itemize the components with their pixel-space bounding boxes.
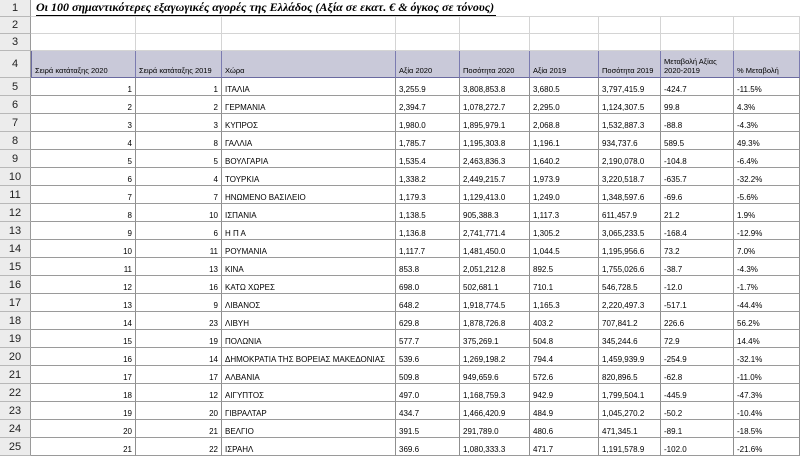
data-cell[interactable]: ΙΤΑΛΙΑ bbox=[222, 78, 396, 96]
data-cell[interactable]: 6 bbox=[31, 168, 136, 186]
data-cell[interactable]: ΤΟΥΡΚΙΑ bbox=[222, 168, 396, 186]
data-cell[interactable]: 1,640.2 bbox=[530, 150, 599, 168]
data-cell[interactable]: ΡΟΥΜΑΝΙΑ bbox=[222, 240, 396, 258]
row-header[interactable]: 23 bbox=[0, 402, 31, 420]
data-cell[interactable]: 17 bbox=[31, 366, 136, 384]
empty-cell[interactable] bbox=[460, 34, 530, 51]
data-cell[interactable]: 1,918,774.5 bbox=[460, 294, 530, 312]
data-cell[interactable]: 1,080,333.3 bbox=[460, 438, 530, 456]
row-header[interactable]: 12 bbox=[0, 204, 31, 222]
sheet-row bbox=[0, 294, 800, 312]
empty-cell[interactable] bbox=[599, 17, 661, 34]
row-header[interactable]: 5 bbox=[0, 78, 31, 96]
data-cell[interactable]: 2,051,212.8 bbox=[460, 258, 530, 276]
data-cell[interactable]: 9 bbox=[136, 294, 222, 312]
row-header[interactable]: 14 bbox=[0, 240, 31, 258]
data-cell[interactable]: 7 bbox=[31, 186, 136, 204]
data-cell[interactable]: 1 bbox=[136, 78, 222, 96]
column-header-cell[interactable]: Ποσότητα 2019 bbox=[599, 51, 661, 78]
data-cell[interactable]: 2,463,836.3 bbox=[460, 150, 530, 168]
sheet-row bbox=[0, 17, 800, 34]
data-cell[interactable]: -445.9 bbox=[661, 384, 734, 402]
data-cell[interactable]: 3,797,415.9 bbox=[599, 78, 661, 96]
data-cell[interactable]: 369.6 bbox=[396, 438, 460, 456]
column-header-cell[interactable]: Χώρα bbox=[222, 51, 396, 78]
data-cell[interactable]: ΙΣΡΑΗΛ bbox=[222, 438, 396, 456]
data-cell[interactable]: 291,789.0 bbox=[460, 420, 530, 438]
sheet-row bbox=[0, 276, 800, 294]
row-header[interactable]: 7 bbox=[0, 114, 31, 132]
row-header[interactable]: 4 bbox=[0, 51, 31, 78]
empty-cell[interactable] bbox=[136, 34, 222, 51]
data-cell[interactable]: -18.5% bbox=[734, 420, 800, 438]
row-header[interactable]: 13 bbox=[0, 222, 31, 240]
data-cell[interactable]: 5 bbox=[136, 150, 222, 168]
data-cell[interactable]: 21 bbox=[136, 420, 222, 438]
data-cell[interactable]: 502,681.1 bbox=[460, 276, 530, 294]
data-cell[interactable]: -11.0% bbox=[734, 366, 800, 384]
data-cell[interactable]: 21.2 bbox=[661, 204, 734, 222]
data-cell[interactable]: 3,065,233.5 bbox=[599, 222, 661, 240]
data-cell[interactable]: 7.0% bbox=[734, 240, 800, 258]
data-cell[interactable]: 1,466,420.9 bbox=[460, 402, 530, 420]
data-cell[interactable]: 1,136.8 bbox=[396, 222, 460, 240]
data-cell[interactable]: 2,220,497.3 bbox=[599, 294, 661, 312]
row-header[interactable]: 6 bbox=[0, 96, 31, 114]
empty-cell[interactable] bbox=[136, 17, 222, 34]
data-cell[interactable]: ΓΙΒΡΑΛΤΑΡ bbox=[222, 402, 396, 420]
data-cell[interactable]: -21.6% bbox=[734, 438, 800, 456]
empty-cell[interactable] bbox=[222, 34, 396, 51]
column-header-cell[interactable]: % Μεταβολή bbox=[734, 51, 800, 78]
data-cell[interactable]: 471.7 bbox=[530, 438, 599, 456]
sheet-row bbox=[0, 168, 800, 186]
data-cell[interactable]: 1,179.3 bbox=[396, 186, 460, 204]
data-cell[interactable]: -11.5% bbox=[734, 78, 800, 96]
data-cell[interactable]: -69.6 bbox=[661, 186, 734, 204]
sheet-row bbox=[0, 402, 800, 420]
empty-cell[interactable] bbox=[530, 17, 599, 34]
data-cell[interactable]: 22 bbox=[136, 438, 222, 456]
data-cell[interactable]: 572.6 bbox=[530, 366, 599, 384]
sheet-row bbox=[0, 240, 800, 258]
data-cell[interactable]: 12 bbox=[136, 384, 222, 402]
data-cell[interactable]: -50.2 bbox=[661, 402, 734, 420]
data-cell[interactable]: -5.6% bbox=[734, 186, 800, 204]
data-cell[interactable]: 403.2 bbox=[530, 312, 599, 330]
data-cell[interactable]: -4.3% bbox=[734, 258, 800, 276]
data-cell[interactable]: 345,244.6 bbox=[599, 330, 661, 348]
data-cell[interactable]: 434.7 bbox=[396, 402, 460, 420]
data-cell[interactable]: 1 bbox=[31, 78, 136, 96]
data-cell[interactable]: 497.0 bbox=[396, 384, 460, 402]
empty-cell[interactable] bbox=[734, 34, 800, 51]
data-cell[interactable]: 3,808,853.8 bbox=[460, 78, 530, 96]
data-cell[interactable]: -88.8 bbox=[661, 114, 734, 132]
data-cell[interactable]: 14 bbox=[31, 312, 136, 330]
data-cell[interactable]: 1,195,303.8 bbox=[460, 132, 530, 150]
sheet-row bbox=[0, 132, 800, 150]
data-cell[interactable]: -47.3% bbox=[734, 384, 800, 402]
data-cell[interactable]: 3 bbox=[31, 114, 136, 132]
data-cell[interactable]: 2 bbox=[31, 96, 136, 114]
data-cell[interactable]: -44.4% bbox=[734, 294, 800, 312]
data-cell[interactable]: -168.4 bbox=[661, 222, 734, 240]
data-cell[interactable]: 13 bbox=[136, 258, 222, 276]
data-cell[interactable]: 20 bbox=[136, 402, 222, 420]
data-cell[interactable]: ΒΕΛΓΙΟ bbox=[222, 420, 396, 438]
data-cell[interactable]: 3,255.9 bbox=[396, 78, 460, 96]
data-cell[interactable]: 629.8 bbox=[396, 312, 460, 330]
data-cell[interactable]: 1,168,759.3 bbox=[460, 384, 530, 402]
sheet-row bbox=[0, 222, 800, 240]
data-cell[interactable]: ΓΕΡΜΑΝΙΑ bbox=[222, 96, 396, 114]
data-cell[interactable]: -32.2% bbox=[734, 168, 800, 186]
sheet-row bbox=[0, 330, 800, 348]
data-cell[interactable]: 21 bbox=[31, 438, 136, 456]
data-cell[interactable]: 2 bbox=[136, 96, 222, 114]
data-cell[interactable]: 17 bbox=[136, 366, 222, 384]
sheet-row bbox=[0, 366, 800, 384]
data-cell[interactable]: 11 bbox=[31, 258, 136, 276]
data-cell[interactable]: 226.6 bbox=[661, 312, 734, 330]
data-cell[interactable]: 18 bbox=[31, 384, 136, 402]
data-cell[interactable]: 1,138.5 bbox=[396, 204, 460, 222]
data-cell[interactable]: 1.9% bbox=[734, 204, 800, 222]
data-cell[interactable]: ΓΑΛΛΙΑ bbox=[222, 132, 396, 150]
data-cell[interactable]: 391.5 bbox=[396, 420, 460, 438]
sheet-row bbox=[0, 150, 800, 168]
empty-cell[interactable] bbox=[734, 17, 800, 34]
data-cell[interactable]: -62.8 bbox=[661, 366, 734, 384]
row-header[interactable]: 10 bbox=[0, 168, 31, 186]
data-cell[interactable]: 794.4 bbox=[530, 348, 599, 366]
data-cell[interactable]: -517.1 bbox=[661, 294, 734, 312]
empty-cell[interactable] bbox=[530, 34, 599, 51]
data-cell[interactable]: 10 bbox=[136, 204, 222, 222]
data-cell[interactable]: -104.8 bbox=[661, 150, 734, 168]
data-cell[interactable]: 1,535.4 bbox=[396, 150, 460, 168]
data-cell[interactable]: ΑΛΒΑΝΙΑ bbox=[222, 366, 396, 384]
sheet-row bbox=[0, 78, 800, 96]
data-cell[interactable]: -10.4% bbox=[734, 402, 800, 420]
data-cell[interactable]: ΛΙΒΥΗ bbox=[222, 312, 396, 330]
data-cell[interactable]: 1,195,956.6 bbox=[599, 240, 661, 258]
row-header[interactable]: 16 bbox=[0, 276, 31, 294]
data-cell[interactable]: 710.1 bbox=[530, 276, 599, 294]
data-cell[interactable]: 49.3% bbox=[734, 132, 800, 150]
data-cell[interactable]: 1,878,726.8 bbox=[460, 312, 530, 330]
data-cell[interactable]: 1,338.2 bbox=[396, 168, 460, 186]
data-cell[interactable]: -89.1 bbox=[661, 420, 734, 438]
data-cell[interactable]: 949,659.6 bbox=[460, 366, 530, 384]
data-cell[interactable]: 9 bbox=[31, 222, 136, 240]
sheet-title: Οι 100 σημαντικότερες εξαγωγικές αγορές της Ελλάδος (Αξία σε εκατ. € & όγκος σε τόνους) bbox=[36, 0, 495, 14]
row-header[interactable]: 24 bbox=[0, 420, 31, 438]
data-cell[interactable]: 480.6 bbox=[530, 420, 599, 438]
data-cell[interactable]: 1,755,026.6 bbox=[599, 258, 661, 276]
empty-cell[interactable] bbox=[661, 34, 734, 51]
data-cell[interactable]: 3,220,518.7 bbox=[599, 168, 661, 186]
data-cell[interactable]: 14.4% bbox=[734, 330, 800, 348]
row-header[interactable]: 18 bbox=[0, 312, 31, 330]
data-cell[interactable]: ΙΣΠΑΝΙΑ bbox=[222, 204, 396, 222]
row-header[interactable]: 21 bbox=[0, 366, 31, 384]
data-cell[interactable]: 19 bbox=[31, 402, 136, 420]
sheet-row bbox=[0, 204, 800, 222]
data-cell[interactable]: -102.0 bbox=[661, 438, 734, 456]
column-header-cell[interactable]: Σειρά κατάταξης 2020 bbox=[31, 51, 136, 78]
sheet-row bbox=[0, 420, 800, 438]
data-cell[interactable]: 2,295.0 bbox=[530, 96, 599, 114]
row-header[interactable]: 3 bbox=[0, 34, 31, 51]
data-cell[interactable]: -32.1% bbox=[734, 348, 800, 366]
data-cell[interactable]: ΒΟΥΛΓΑΡΙΑ bbox=[222, 150, 396, 168]
sheet-row bbox=[0, 96, 800, 114]
sheet-row bbox=[0, 0, 800, 17]
data-cell[interactable]: 905,388.3 bbox=[460, 204, 530, 222]
data-cell[interactable]: 2,394.7 bbox=[396, 96, 460, 114]
data-cell[interactable]: 1,124,307.5 bbox=[599, 96, 661, 114]
column-header-cell[interactable]: Μεταβολή Αξίας 2020-2019 bbox=[661, 51, 734, 78]
data-cell[interactable]: 1,980.0 bbox=[396, 114, 460, 132]
data-cell[interactable]: 707,841.2 bbox=[599, 312, 661, 330]
data-cell[interactable]: 4 bbox=[136, 168, 222, 186]
data-cell[interactable]: 4.3% bbox=[734, 96, 800, 114]
data-cell[interactable]: 1,481,450.0 bbox=[460, 240, 530, 258]
data-cell[interactable]: -635.7 bbox=[661, 168, 734, 186]
data-cell[interactable]: 1,249.0 bbox=[530, 186, 599, 204]
row-header[interactable]: 19 bbox=[0, 330, 31, 348]
data-cell[interactable]: 1,117.7 bbox=[396, 240, 460, 258]
data-cell[interactable]: 1,305.2 bbox=[530, 222, 599, 240]
data-cell[interactable]: 1,459,939.9 bbox=[599, 348, 661, 366]
data-cell[interactable]: 1,165.3 bbox=[530, 294, 599, 312]
data-cell[interactable]: 1,785.7 bbox=[396, 132, 460, 150]
row-header[interactable]: 9 bbox=[0, 150, 31, 168]
data-cell[interactable]: 1,348,597.6 bbox=[599, 186, 661, 204]
data-cell[interactable]: ΠΟΛΩΝΙΑ bbox=[222, 330, 396, 348]
data-cell[interactable]: ΚΥΠΡΟΣ bbox=[222, 114, 396, 132]
empty-cell[interactable] bbox=[599, 34, 661, 51]
data-cell[interactable]: 20 bbox=[31, 420, 136, 438]
data-cell[interactable]: 577.7 bbox=[396, 330, 460, 348]
data-cell[interactable]: 2,068.8 bbox=[530, 114, 599, 132]
column-header-cell[interactable]: Αξία 2019 bbox=[530, 51, 599, 78]
column-header-cell[interactable]: Σειρά κατάταξης 2019 bbox=[136, 51, 222, 78]
data-cell[interactable]: 539.6 bbox=[396, 348, 460, 366]
row-header[interactable]: 17 bbox=[0, 294, 31, 312]
data-cell[interactable]: -254.9 bbox=[661, 348, 734, 366]
data-cell[interactable]: 942.9 bbox=[530, 384, 599, 402]
data-cell[interactable]: 1,191,578.9 bbox=[599, 438, 661, 456]
sheet-row bbox=[0, 312, 800, 330]
data-cell[interactable]: 853.8 bbox=[396, 258, 460, 276]
data-cell[interactable]: 1,799,504.1 bbox=[599, 384, 661, 402]
sheet-row bbox=[0, 51, 800, 78]
data-cell[interactable]: 3,680.5 bbox=[530, 78, 599, 96]
data-cell[interactable]: 509.8 bbox=[396, 366, 460, 384]
data-cell[interactable]: 8 bbox=[31, 204, 136, 222]
row-header[interactable]: 11 bbox=[0, 186, 31, 204]
data-cell[interactable]: -6.4% bbox=[734, 150, 800, 168]
sheet-row bbox=[0, 114, 800, 132]
data-cell[interactable]: 1,078,272.7 bbox=[460, 96, 530, 114]
row-header[interactable]: 8 bbox=[0, 132, 31, 150]
data-cell[interactable]: 16 bbox=[31, 348, 136, 366]
row-header[interactable]: 2 bbox=[0, 17, 31, 34]
data-cell[interactable]: 2,741,771.4 bbox=[460, 222, 530, 240]
data-cell[interactable]: 375,269.1 bbox=[460, 330, 530, 348]
data-cell[interactable]: 892.5 bbox=[530, 258, 599, 276]
empty-cell[interactable] bbox=[222, 17, 396, 34]
data-cell[interactable]: 8 bbox=[136, 132, 222, 150]
data-cell[interactable]: ΑΙΓΥΠΤΟΣ bbox=[222, 384, 396, 402]
data-cell[interactable]: 504.8 bbox=[530, 330, 599, 348]
column-header-cell[interactable]: Ποσότητα 2020 bbox=[460, 51, 530, 78]
data-cell[interactable]: 7 bbox=[136, 186, 222, 204]
column-header-cell[interactable]: Αξία 2020 bbox=[396, 51, 460, 78]
data-cell[interactable]: 589.5 bbox=[661, 132, 734, 150]
data-cell[interactable]: 611,457.9 bbox=[599, 204, 661, 222]
data-cell[interactable]: 16 bbox=[136, 276, 222, 294]
row-header[interactable]: 22 bbox=[0, 384, 31, 402]
data-cell[interactable]: ΔΗΜΟΚΡΑΤΙΑ ΤΗΣ ΒΟΡΕΙΑΣ ΜΑΚΕΔΟΝΙΑΣ bbox=[222, 348, 396, 366]
sheet-row bbox=[0, 186, 800, 204]
data-cell[interactable]: 934,737.6 bbox=[599, 132, 661, 150]
data-cell[interactable]: 3 bbox=[136, 114, 222, 132]
data-cell[interactable]: 73.2 bbox=[661, 240, 734, 258]
data-cell[interactable]: 19 bbox=[136, 330, 222, 348]
data-cell[interactable]: 546,728.5 bbox=[599, 276, 661, 294]
data-cell[interactable]: 10 bbox=[31, 240, 136, 258]
empty-cell[interactable] bbox=[31, 34, 136, 51]
sheet-row bbox=[0, 258, 800, 276]
data-cell[interactable]: -38.7 bbox=[661, 258, 734, 276]
data-cell[interactable]: ΚΑΤΩ ΧΩΡΕΣ bbox=[222, 276, 396, 294]
data-cell[interactable]: 648.2 bbox=[396, 294, 460, 312]
row-header[interactable]: 25 bbox=[0, 438, 31, 456]
sheet-row bbox=[0, 34, 800, 51]
data-cell[interactable]: 820,896.5 bbox=[599, 366, 661, 384]
data-cell[interactable]: -1.7% bbox=[734, 276, 800, 294]
sheet-row bbox=[0, 438, 800, 456]
data-cell[interactable]: 6 bbox=[136, 222, 222, 240]
data-cell[interactable]: 2,449,215.7 bbox=[460, 168, 530, 186]
data-cell[interactable]: 698.0 bbox=[396, 276, 460, 294]
data-cell[interactable]: 23 bbox=[136, 312, 222, 330]
data-cell[interactable]: 4 bbox=[31, 132, 136, 150]
data-cell[interactable]: 1,973.9 bbox=[530, 168, 599, 186]
empty-cell[interactable] bbox=[460, 17, 530, 34]
row-header[interactable]: 20 bbox=[0, 348, 31, 366]
data-cell[interactable]: ΚΙΝΑ bbox=[222, 258, 396, 276]
empty-cell[interactable] bbox=[396, 17, 460, 34]
data-cell[interactable]: -424.7 bbox=[661, 78, 734, 96]
data-cell[interactable]: 72.9 bbox=[661, 330, 734, 348]
data-cell[interactable]: -12.9% bbox=[734, 222, 800, 240]
data-cell[interactable]: 1,117.3 bbox=[530, 204, 599, 222]
data-cell[interactable]: 1,044.5 bbox=[530, 240, 599, 258]
data-cell[interactable]: 1,129,413.0 bbox=[460, 186, 530, 204]
data-cell[interactable]: 1,196.1 bbox=[530, 132, 599, 150]
empty-cell[interactable] bbox=[396, 34, 460, 51]
sheet-title-cell[interactable] bbox=[31, 0, 800, 17]
data-cell[interactable]: 14 bbox=[136, 348, 222, 366]
row-header[interactable]: 1 bbox=[0, 0, 31, 17]
row-header[interactable]: 15 bbox=[0, 258, 31, 276]
data-cell[interactable]: 1,269,198.2 bbox=[460, 348, 530, 366]
data-cell[interactable]: ΛΙΒΑΝΟΣ bbox=[222, 294, 396, 312]
data-cell[interactable]: -4.3% bbox=[734, 114, 800, 132]
data-cell[interactable]: -12.0 bbox=[661, 276, 734, 294]
data-cell[interactable]: 1,045,270.2 bbox=[599, 402, 661, 420]
data-cell[interactable]: 15 bbox=[31, 330, 136, 348]
sheet-row bbox=[0, 384, 800, 402]
data-cell[interactable]: 13 bbox=[31, 294, 136, 312]
data-cell[interactable]: 1,895,979.1 bbox=[460, 114, 530, 132]
data-cell[interactable]: 1,532,887.3 bbox=[599, 114, 661, 132]
data-cell[interactable]: Η Π Α bbox=[222, 222, 396, 240]
data-cell[interactable]: 12 bbox=[31, 276, 136, 294]
data-cell[interactable]: 484.9 bbox=[530, 402, 599, 420]
sheet-row bbox=[0, 348, 800, 366]
data-cell[interactable]: 5 bbox=[31, 150, 136, 168]
data-cell[interactable]: 11 bbox=[136, 240, 222, 258]
data-cell[interactable]: 2,190,078.0 bbox=[599, 150, 661, 168]
empty-cell[interactable] bbox=[31, 17, 136, 34]
data-cell[interactable]: 471,345.1 bbox=[599, 420, 661, 438]
empty-cell[interactable] bbox=[661, 17, 734, 34]
data-cell[interactable]: 99.8 bbox=[661, 96, 734, 114]
data-cell[interactable]: ΗΝΩΜΕΝΟ ΒΑΣΙΛΕΙΟ bbox=[222, 186, 396, 204]
data-cell[interactable]: 56.2% bbox=[734, 312, 800, 330]
